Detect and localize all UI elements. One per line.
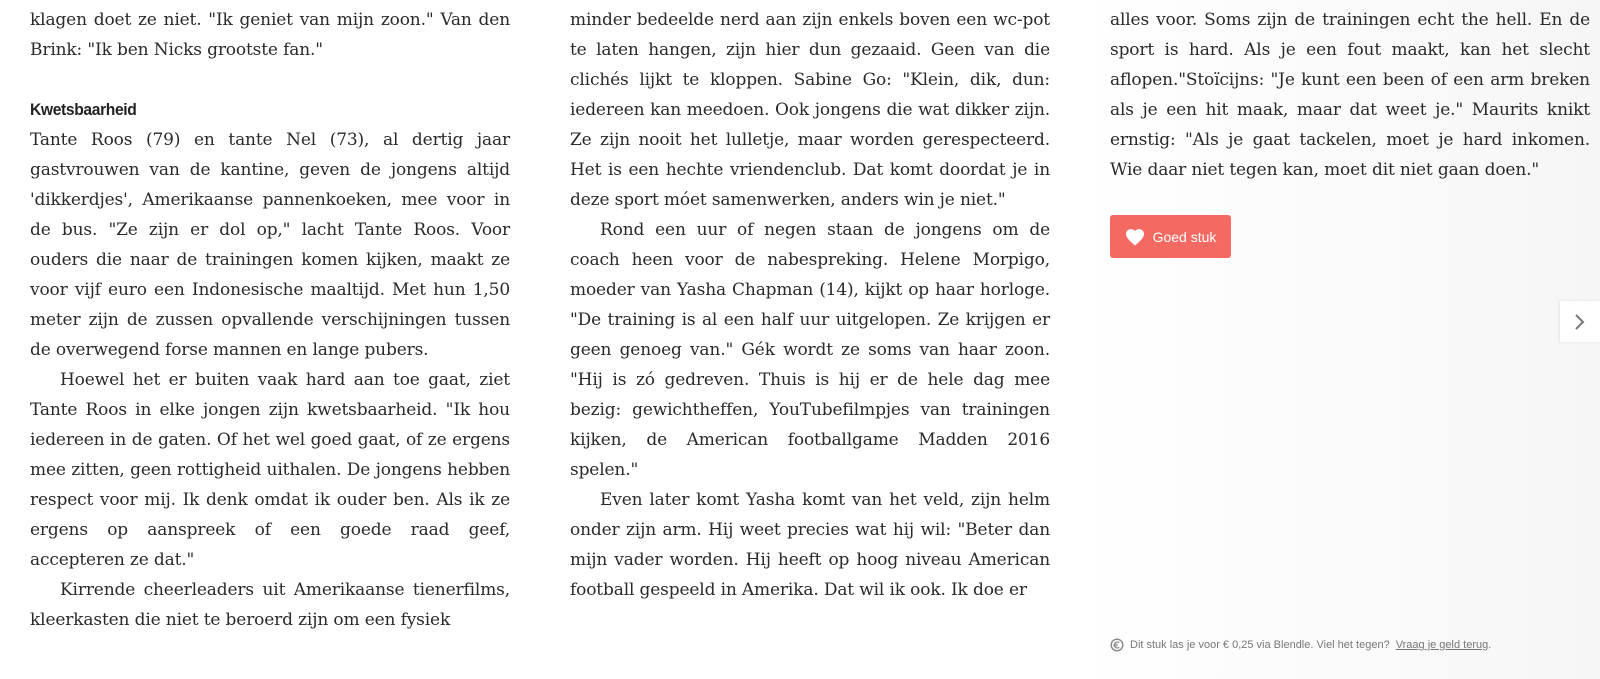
chevron-right-icon (1574, 313, 1586, 331)
refund-link[interactable]: Vraag je geld terug (1395, 639, 1489, 651)
paragraph: Hoewel het er buiten vaak hard aan toe gaat, ziet Tante Roos in elke jongen zijn kwetsbaarheid. "Ik hou iedereen in de gaten. Of het wel goed gaat, of ze ergens mee zitten, geen rottigheid uithalen. De jongens hebben respect voor mij. Ik denk omdat ik ouder ben. Als ik ze ergens op aanspreek of een goede raad geef, accepteren ze dat." (30, 370, 510, 570)
refund-wrapper (1396, 639, 1492, 651)
paragraph: minder bedeelde nerd aan zijn enkels boven een wc-pot te laten hangen, zijn hier dun gezaaid. Geen van die clichés lijkt te kloppen. Sabine Go: "Klein, dik, dun: iedereen kan meedoen. Ook jongens die wat dikker zijn. Ze zijn nooit het lulletje, maar worden gerespecteerd. Het is een hechte vriendenclub. Dat komt doordat je in deze sport móet samenwerken, anders win je niet." (570, 10, 1050, 210)
paragraph: Even later komt Yasha komt van het veld, zijn helm onder zijn arm. Hij weet precies wat hij wil: "Beter dan mijn vader worden. Hij heeft op hoog niveau American football gespeeld in Amerika. Dat wil ik ook. Ik doe er (570, 490, 1050, 600)
paragraph: klagen doet ze niet. "Ik geniet van mijn zoon." Van den Brink: "Ik ben Nicks grootste fan." (30, 10, 510, 60)
paragraph: alles voor. Soms zijn de trainingen echt the hell. En de sport is hard. Als je een fout maakt, kan het slecht aflopen."Stoïcijns: "Je kunt een been of een arm breken als je een hit maak, maar dat weet je." Maurits knikt ernstig: "Als je gaat tackelen, moet je hard inkomen. Wie daar niet tegen kan, moet dit niet gaan doen." (1110, 10, 1590, 180)
heart-icon (1125, 228, 1145, 246)
section-heading: Kwetsbaarheid (30, 100, 137, 119)
like-button[interactable] (1110, 215, 1231, 258)
next-page-button[interactable] (1560, 301, 1600, 342)
like-button-label: Goed stuk (1152, 228, 1217, 245)
payment-note (1110, 638, 1491, 652)
article-column-1 (30, 5, 510, 635)
refund-suffix: . (1488, 639, 1492, 651)
payment-note-text: Dit stuk las je voor € 0,25 via Blendle. Viel het tegen? (1130, 639, 1390, 651)
paragraph: Tante Roos (79) en tante Nel (73), al dertig jaar gastvrouwen van de kantine, geven de jongens altijd 'dikkerdjes', Amerikaanse pannenkoeken, mee voor in de bus. "Ze zijn er dol op," lacht Tante Roos. Voor ouders die naar de trainingen komen kijken, maakt ze voor vijf euro een Indonesische maaltijd. Met hun 1,50 meter zijn de zussen opvallende verschijningen tussen de overwegend forse mannen en lange pubers. (30, 130, 510, 360)
blendle-coin-icon (1110, 638, 1124, 652)
article-column-2 (570, 5, 1050, 605)
paragraph: Kirrende cheerleaders uit Amerikaanse tienerfilms, kleerkasten die niet te beroerd zijn om een fysiek (30, 580, 510, 630)
paragraph: Rond een uur of negen staan de jongens om de coach heen voor de nabespreking. Helene Morpigo, moeder van Yasha Chapman (14), kijkt op haar horloge. "De training is al een half uur uitgelopen. Ze krijgen er geen genoeg van." Gék wordt ze soms van haar zoon. "Hij is zó gedreven. Thuis is hij er de hele dag mee bezig: gewichtheffen, YouTubefilmpjes van trainingen kijken, de American footballgame Madden 2016 spelen." (570, 220, 1050, 480)
article-column-3 (1110, 5, 1590, 185)
